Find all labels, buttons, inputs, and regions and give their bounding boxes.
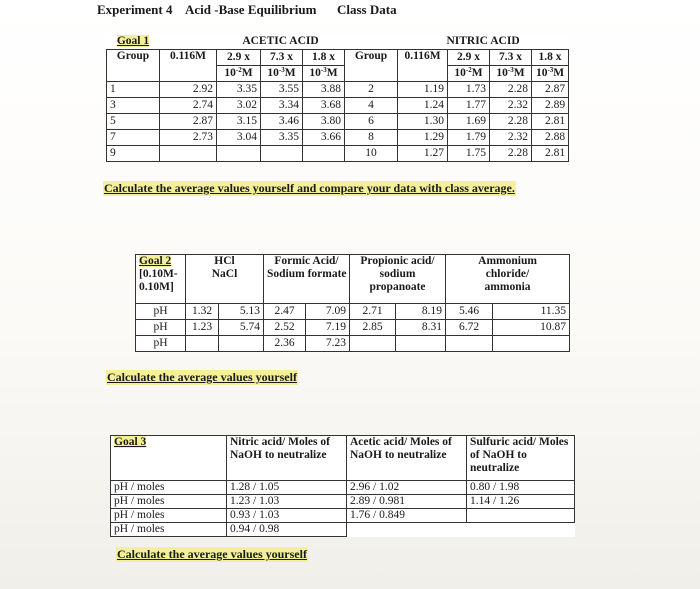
acetic-group: 7 [107,130,160,146]
propionic-header: Propionic acid/ sodium propanoate [350,255,446,304]
goal1-table [106,34,569,162]
acetic-value [261,146,303,162]
acetic-value: 3.04 [217,130,261,146]
nitric-value: 1.75 [448,146,490,162]
sub-29-acetic: $10^{-2}M$ [217,66,261,82]
ph-value: 8.19 [396,304,446,320]
ph-value: 2.85 [350,320,396,336]
nitric-value: 1.69 [448,114,490,130]
nitric-value: 2.28 [490,82,532,98]
ph-value: 1.23 [186,320,219,336]
acetic-value: 3.35 [261,130,303,146]
acetic-group: 1 [107,82,160,98]
acetic-value [303,146,345,162]
ph-moles-value: 0.93 / 1.03 [227,509,347,523]
ph-value [186,336,219,352]
ph-moles-value [467,523,575,537]
goal1-instruction: Calculate the average values yourself and compare your data with class average. [104,181,515,195]
sub-18-acetic: $10^{-3}M$ [303,66,345,82]
nitric-acid-title: NITRIC ACID [446,35,520,47]
table-row [107,114,569,130]
ph-moles-value: 1.14 / 1.26 [467,495,575,509]
table-row [111,495,575,509]
acetic-value: 2.87 [160,114,217,130]
nitric-value: 2.88 [532,130,569,146]
acetic-group: 9 [107,146,160,162]
goal1-label-cell [107,34,160,50]
col-18-nitric: 1.8 x [532,50,569,66]
ph-moles-label: pH / moles [111,495,227,509]
ph-moles-value: 0.80 / 1.98 [467,481,575,495]
ph-value: 2.71 [350,304,396,320]
ph-moles-label: pH / moles [111,509,227,523]
goal2-label: Goal 2 [139,255,172,267]
nitric-group: 8 [345,130,398,146]
goal3-label-cell [111,436,227,481]
nacl-label: NaCl [211,268,238,280]
ph-value [350,336,396,352]
ph-moles-value [347,523,467,537]
nitric-value: 1.24 [398,98,448,114]
nitric-value: 1.29 [398,130,448,146]
nitric-value: 2.81 [532,146,569,162]
ph-value: 7.19 [306,320,350,336]
col-0116m-acetic: 0.116M [160,50,217,82]
ph-label: pH [136,320,186,336]
group-header-acetic: Group [107,50,160,82]
ph-moles-value [467,509,575,523]
table-row [107,82,569,98]
ph-value: 5.46 [446,304,493,320]
acetic-group: 5 [107,114,160,130]
ph-value: 8.31 [396,320,446,336]
ph-value: 2.36 [264,336,306,352]
acetic-value: 3.15 [217,114,261,130]
nitric-group: 2 [345,82,398,98]
ph-value: 2.47 [264,304,306,320]
acetic-value: 3.35 [217,82,261,98]
class-data-label: Class Data [337,2,397,17]
ph-value: 5.13 [219,304,264,320]
ph-moles-value: 1.76 / 0.849 [347,509,467,523]
ph-value [493,336,570,352]
table-row [107,130,569,146]
nitric-value: 1.30 [398,114,448,130]
goal2-conc-line1: [0.10M- [139,268,178,280]
goal2-header-cell [136,255,186,304]
table-row [111,523,575,537]
table-row [107,98,569,114]
nitric-value: 2.87 [532,82,569,98]
hcl-nacl-header [186,255,264,304]
ph-moles-value: 1.28 / 1.05 [227,481,347,495]
ph-value: 6.72 [446,320,493,336]
ph-moles-value: 1.23 / 1.03 [227,495,347,509]
nitric-naoh-header: Nitric acid/ Moles of NaOH to neutralize [227,436,347,481]
ph-moles-label: pH / moles [111,523,227,537]
ph-value: 10.87 [493,320,570,336]
nitric-value: 2.28 [490,146,532,162]
experiment-number: Experiment 4 [97,2,173,17]
goal3-table [110,435,575,537]
acetic-value: 3.66 [303,130,345,146]
goal2-conc-line2: 0.10M] [139,281,174,293]
acetic-value: 2.73 [160,130,217,146]
ph-value [219,336,264,352]
ph-value: 7.09 [306,304,350,320]
experiment-title: Acid -Base Equilibrium [185,2,317,17]
col-29-acetic: 2.9 x [217,50,261,66]
goal1-label: Goal 1 [116,35,150,47]
goal3-label: Goal 3 [114,436,147,448]
table-row [136,320,570,336]
acetic-group: 3 [107,98,160,114]
goal2-instruction: Calculate the average values yourself [107,370,297,384]
acetic-naoh-header: Acetic acid/ Moles of NaOH to neutralize [347,436,467,481]
table-row [136,336,570,352]
nitric-value: 2.89 [532,98,569,114]
acetic-value: 3.55 [261,82,303,98]
table-row [136,304,570,320]
ph-moles-value: 2.96 / 1.02 [347,481,467,495]
acetic-value: 3.68 [303,98,345,114]
ammonium-header: Ammonium chloride/ ammonia [446,255,570,304]
nitric-value: 1.19 [398,82,448,98]
acetic-value: 3.02 [217,98,261,114]
col-0116m-nitric: 0.116M [398,50,448,82]
hcl-label: HCl [214,255,235,267]
acetic-value: 2.74 [160,98,217,114]
acetic-acid-title: ACETIC ACID [242,35,319,47]
acetic-value: 2.92 [160,82,217,98]
ph-value: 11.35 [493,304,570,320]
ph-label: pH [136,336,186,352]
table-row [111,481,575,495]
nitric-value: 2.81 [532,114,569,130]
sub-73-nitric: $10^{-3}M$ [490,66,532,82]
nitric-value: 1.73 [448,82,490,98]
col-73-nitric: 7.3 x [490,50,532,66]
ph-moles-value: 0.94 / 0.98 [227,523,347,537]
ph-value [396,336,446,352]
ph-value: 7.23 [306,336,350,352]
nitric-value: 1.79 [448,130,490,146]
acetic-value: 3.80 [303,114,345,130]
group-header-nitric: Group [345,50,398,82]
acetic-value [217,146,261,162]
ph-value: 5.74 [219,320,264,336]
acetic-value: 3.88 [303,82,345,98]
nitric-group: 6 [345,114,398,130]
sub-29-nitric: $10^{-2}M$ [448,66,490,82]
table-row [111,509,575,523]
table-row [107,146,569,162]
formic-header: Formic Acid/ Sodium formate [264,255,350,304]
ph-value: 1.32 [186,304,219,320]
sulfuric-naoh-header: Sulfuric acid/ Moles of NaOH to neutralize [467,436,575,481]
nitric-group: 10 [345,146,398,162]
acetic-value: 3.34 [261,98,303,114]
col-73-acetic: 7.3 x [261,50,303,66]
ph-value [446,336,493,352]
ph-value: 2.52 [264,320,306,336]
sub-18-nitric: $10^{-3}M$ [532,66,569,82]
nitric-value: 2.32 [490,130,532,146]
nitric-value: 1.27 [398,146,448,162]
goal3-instruction: Calculate the average values yourself [117,547,307,561]
nitric-group: 4 [345,98,398,114]
nitric-value: 2.28 [490,114,532,130]
sub-73-acetic: $10^{-3}M$ [261,66,303,82]
col-18-acetic: 1.8 x [303,50,345,66]
ph-label: pH [136,304,186,320]
col-29-nitric: 2.9 x [448,50,490,66]
acetic-value: 3.46 [261,114,303,130]
nitric-value: 1.77 [448,98,490,114]
acetic-value [160,146,217,162]
goal1-data-rows [107,82,569,162]
ph-moles-label: pH / moles [111,481,227,495]
nitric-value: 2.32 [490,98,532,114]
ph-moles-value: 2.89 / 0.981 [347,495,467,509]
goal2-table [135,254,570,352]
